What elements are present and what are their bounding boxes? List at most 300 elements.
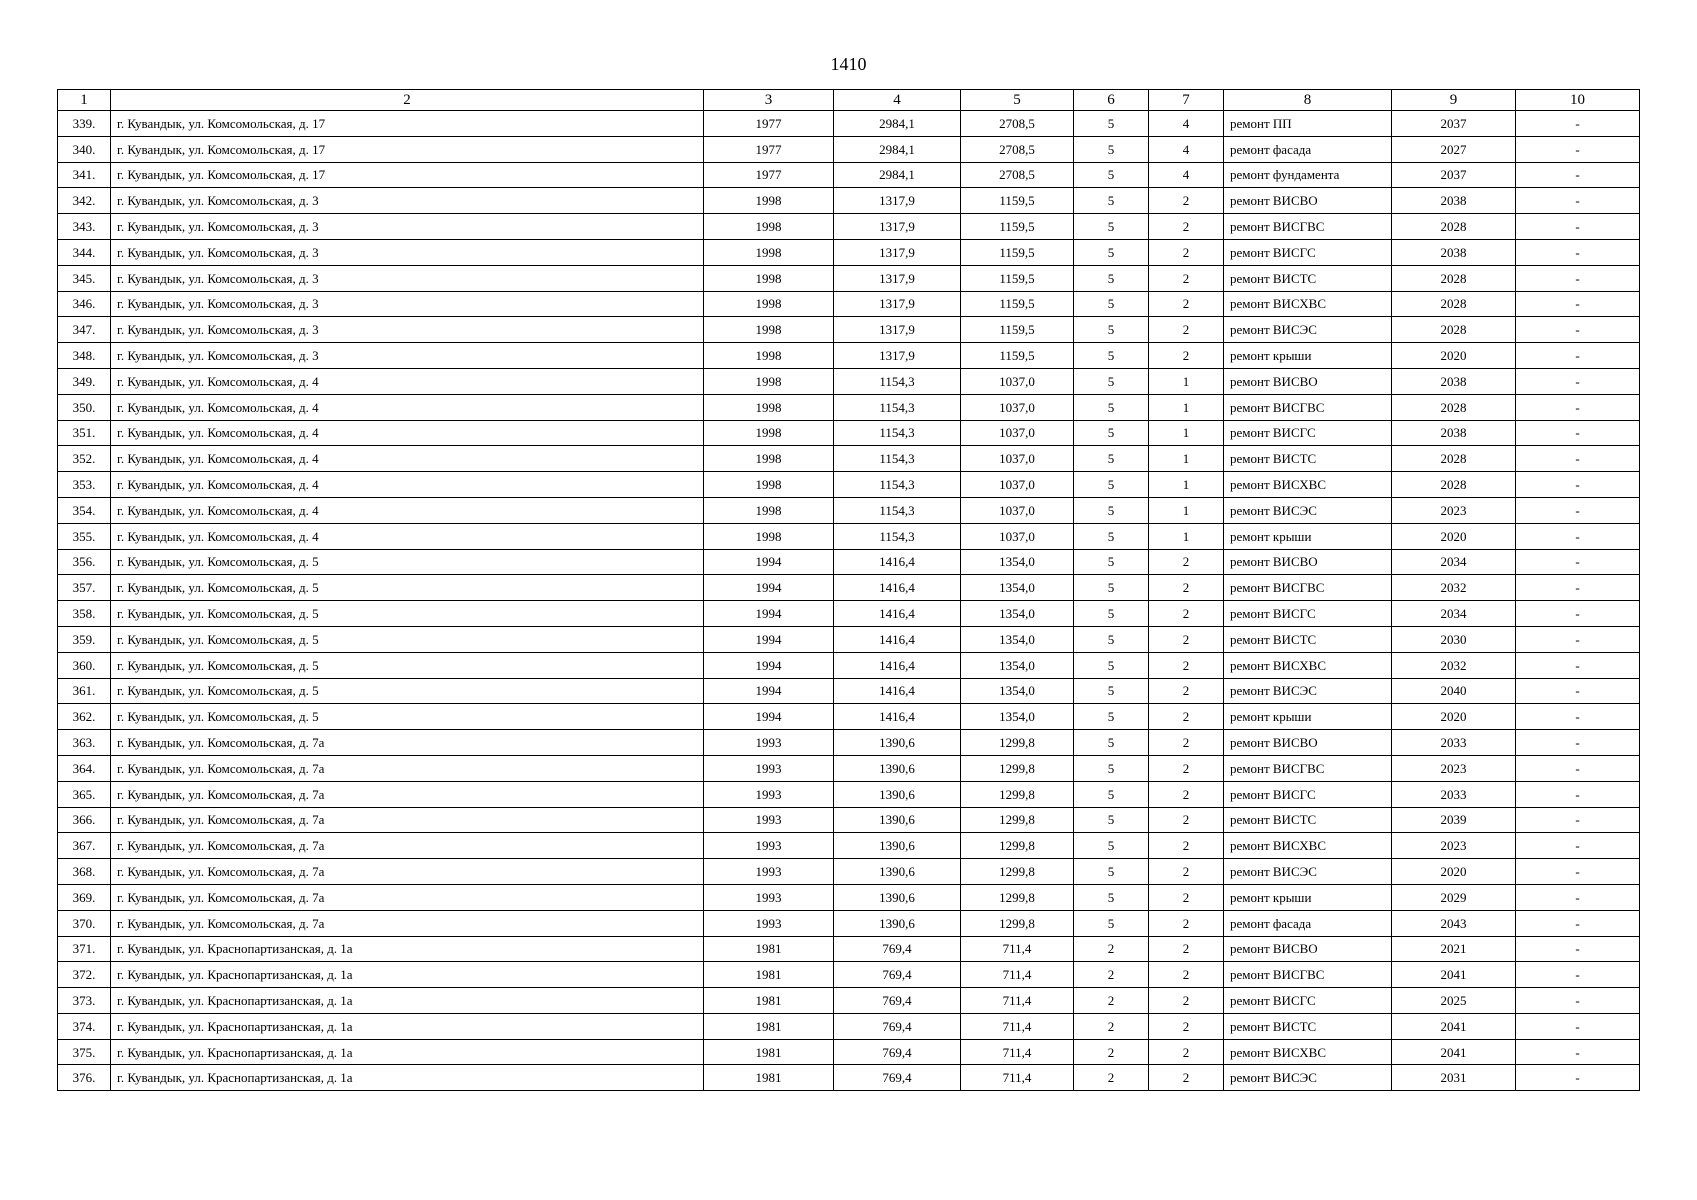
cell-entrances: 2: [1149, 781, 1224, 807]
cell-living-area: 1354,0: [961, 575, 1074, 601]
cell-extra: -: [1516, 394, 1640, 420]
cell-floors: 5: [1074, 859, 1149, 885]
cell-entrances: 2: [1149, 962, 1224, 988]
cell-address: г. Кувандык, ул. Комсомольская, д. 7а: [111, 833, 704, 859]
cell-floors: 5: [1074, 626, 1149, 652]
table-header: [58, 90, 1640, 111]
cell-extra: -: [1516, 755, 1640, 781]
cell-living-area: 711,4: [961, 1065, 1074, 1091]
cell-total-area: 769,4: [834, 962, 961, 988]
cell-total-area: 1390,6: [834, 859, 961, 885]
cell-address: г. Кувандык, ул. Комсомольская, д. 4: [111, 472, 704, 498]
cell-extra: -: [1516, 678, 1640, 704]
cell-row-number: 363.: [58, 730, 111, 756]
cell-row-number: 371.: [58, 936, 111, 962]
cell-year-built: 1977: [704, 162, 834, 188]
cell-work-type: ремонт ВИСГС: [1224, 988, 1392, 1014]
cell-work-type: ремонт крыши: [1224, 704, 1392, 730]
cell-floors: 5: [1074, 755, 1149, 781]
cell-work-type: ремонт ВИСТС: [1224, 265, 1392, 291]
cell-address: г. Кувандык, ул. Краснопартизанская, д. 1а: [111, 962, 704, 988]
cell-planned-year: 2038: [1392, 188, 1516, 214]
cell-year-built: 1981: [704, 1039, 834, 1065]
cell-work-type: ремонт ВИСХВС: [1224, 1039, 1392, 1065]
cell-living-area: 2708,5: [961, 162, 1074, 188]
cell-living-area: 1037,0: [961, 446, 1074, 472]
table-row: [58, 343, 1640, 369]
cell-total-area: 1390,6: [834, 910, 961, 936]
cell-work-type: ремонт ВИСГС: [1224, 239, 1392, 265]
cell-floors: 5: [1074, 807, 1149, 833]
cell-living-area: 1354,0: [961, 626, 1074, 652]
cell-floors: 5: [1074, 291, 1149, 317]
cell-work-type: ремонт крыши: [1224, 884, 1392, 910]
cell-planned-year: 2020: [1392, 859, 1516, 885]
cell-living-area: 2708,5: [961, 136, 1074, 162]
table-row: [58, 497, 1640, 523]
cell-living-area: 1354,0: [961, 601, 1074, 627]
cell-floors: 5: [1074, 523, 1149, 549]
cell-planned-year: 2020: [1392, 704, 1516, 730]
cell-total-area: 1154,3: [834, 523, 961, 549]
cell-year-built: 1998: [704, 420, 834, 446]
cell-planned-year: 2038: [1392, 420, 1516, 446]
cell-work-type: ремонт крыши: [1224, 343, 1392, 369]
cell-living-area: 2708,5: [961, 111, 1074, 137]
cell-total-area: 769,4: [834, 1039, 961, 1065]
cell-year-built: 1977: [704, 111, 834, 137]
cell-entrances: 1: [1149, 446, 1224, 472]
cell-work-type: ремонт ВИСВО: [1224, 368, 1392, 394]
cell-year-built: 1998: [704, 265, 834, 291]
table-row: [58, 136, 1640, 162]
cell-floors: 5: [1074, 265, 1149, 291]
cell-entrances: 1: [1149, 497, 1224, 523]
cell-total-area: 1154,3: [834, 497, 961, 523]
cell-year-built: 1994: [704, 652, 834, 678]
cell-entrances: 1: [1149, 523, 1224, 549]
cell-row-number: 347.: [58, 317, 111, 343]
cell-planned-year: 2025: [1392, 988, 1516, 1014]
cell-address: г. Кувандык, ул. Комсомольская, д. 3: [111, 291, 704, 317]
cell-extra: -: [1516, 910, 1640, 936]
cell-planned-year: 2023: [1392, 497, 1516, 523]
cell-floors: 5: [1074, 111, 1149, 137]
cell-year-built: 1994: [704, 626, 834, 652]
cell-extra: -: [1516, 472, 1640, 498]
cell-address: г. Кувандык, ул. Комсомольская, д. 3: [111, 214, 704, 240]
cell-address: г. Кувандык, ул. Комсомольская, д. 4: [111, 394, 704, 420]
cell-address: г. Кувандык, ул. Комсомольская, д. 4: [111, 497, 704, 523]
cell-floors: 5: [1074, 214, 1149, 240]
cell-address: г. Кувандык, ул. Комсомольская, д. 5: [111, 652, 704, 678]
cell-entrances: 2: [1149, 601, 1224, 627]
cell-row-number: 362.: [58, 704, 111, 730]
cell-address: г. Кувандык, ул. Комсомольская, д. 5: [111, 678, 704, 704]
cell-year-built: 1998: [704, 497, 834, 523]
column-header-4: 4: [834, 90, 961, 111]
cell-living-area: 1354,0: [961, 652, 1074, 678]
cell-living-area: 1354,0: [961, 678, 1074, 704]
cell-entrances: 2: [1149, 1039, 1224, 1065]
cell-address: г. Кувандык, ул. Комсомольская, д. 17: [111, 136, 704, 162]
cell-floors: 5: [1074, 601, 1149, 627]
cell-address: г. Кувандык, ул. Комсомольская, д. 7а: [111, 884, 704, 910]
cell-entrances: 2: [1149, 988, 1224, 1014]
cell-work-type: ремонт ВИСГВС: [1224, 214, 1392, 240]
cell-extra: -: [1516, 730, 1640, 756]
cell-extra: -: [1516, 1013, 1640, 1039]
cell-planned-year: 2038: [1392, 239, 1516, 265]
cell-planned-year: 2037: [1392, 162, 1516, 188]
cell-planned-year: 2030: [1392, 626, 1516, 652]
cell-floors: 5: [1074, 188, 1149, 214]
cell-living-area: 1037,0: [961, 420, 1074, 446]
cell-total-area: 1317,9: [834, 265, 961, 291]
cell-entrances: 2: [1149, 884, 1224, 910]
cell-year-built: 1993: [704, 755, 834, 781]
cell-total-area: 1416,4: [834, 575, 961, 601]
cell-floors: 5: [1074, 136, 1149, 162]
cell-total-area: 769,4: [834, 936, 961, 962]
cell-entrances: 1: [1149, 472, 1224, 498]
cell-entrances: 2: [1149, 678, 1224, 704]
cell-year-built: 1998: [704, 523, 834, 549]
cell-planned-year: 2034: [1392, 601, 1516, 627]
cell-work-type: ремонт ВИСХВС: [1224, 652, 1392, 678]
cell-planned-year: 2023: [1392, 833, 1516, 859]
cell-living-area: 1299,8: [961, 884, 1074, 910]
cell-floors: 5: [1074, 420, 1149, 446]
table-row: [58, 575, 1640, 601]
cell-address: г. Кувандык, ул. Краснопартизанская, д. 1а: [111, 1013, 704, 1039]
cell-work-type: ремонт ВИСТС: [1224, 807, 1392, 833]
cell-address: г. Кувандык, ул. Комсомольская, д. 3: [111, 343, 704, 369]
cell-extra: -: [1516, 833, 1640, 859]
cell-row-number: 356.: [58, 549, 111, 575]
cell-year-built: 1993: [704, 910, 834, 936]
cell-address: г. Кувандык, ул. Комсомольская, д. 7а: [111, 910, 704, 936]
table-row: [58, 601, 1640, 627]
cell-entrances: 2: [1149, 730, 1224, 756]
table-row: [58, 317, 1640, 343]
cell-work-type: ремонт ВИСВО: [1224, 549, 1392, 575]
table-row: [58, 1039, 1640, 1065]
table-row: [58, 884, 1640, 910]
cell-extra: -: [1516, 239, 1640, 265]
column-header-6: 6: [1074, 90, 1149, 111]
cell-entrances: 2: [1149, 265, 1224, 291]
cell-entrances: 2: [1149, 1013, 1224, 1039]
cell-living-area: 711,4: [961, 988, 1074, 1014]
cell-extra: -: [1516, 291, 1640, 317]
table-row: [58, 962, 1640, 988]
cell-living-area: 1354,0: [961, 704, 1074, 730]
cell-year-built: 1998: [704, 214, 834, 240]
header-row: [58, 90, 1640, 111]
cell-row-number: 354.: [58, 497, 111, 523]
table-row: [58, 420, 1640, 446]
cell-row-number: 368.: [58, 859, 111, 885]
cell-total-area: 2984,1: [834, 111, 961, 137]
cell-living-area: 1299,8: [961, 781, 1074, 807]
cell-total-area: 1390,6: [834, 781, 961, 807]
cell-floors: 2: [1074, 1065, 1149, 1091]
cell-year-built: 1998: [704, 394, 834, 420]
cell-address: г. Кувандык, ул. Комсомольская, д. 3: [111, 188, 704, 214]
cell-year-built: 1998: [704, 446, 834, 472]
cell-total-area: 1154,3: [834, 394, 961, 420]
cell-address: г. Кувандык, ул. Комсомольская, д. 4: [111, 446, 704, 472]
cell-work-type: ремонт ВИСХВС: [1224, 291, 1392, 317]
table-row: [58, 730, 1640, 756]
cell-entrances: 2: [1149, 214, 1224, 240]
cell-entrances: 2: [1149, 575, 1224, 601]
cell-row-number: 344.: [58, 239, 111, 265]
cell-year-built: 1977: [704, 136, 834, 162]
cell-work-type: ремонт ВИСЭС: [1224, 317, 1392, 343]
cell-row-number: 340.: [58, 136, 111, 162]
cell-total-area: 1416,4: [834, 601, 961, 627]
cell-row-number: 376.: [58, 1065, 111, 1091]
column-header-2: 2: [111, 90, 704, 111]
cell-work-type: ремонт ВИСВО: [1224, 188, 1392, 214]
cell-year-built: 1994: [704, 549, 834, 575]
cell-row-number: 357.: [58, 575, 111, 601]
cell-planned-year: 2038: [1392, 368, 1516, 394]
cell-floors: 5: [1074, 549, 1149, 575]
cell-extra: -: [1516, 497, 1640, 523]
cell-floors: 5: [1074, 575, 1149, 601]
cell-planned-year: 2032: [1392, 652, 1516, 678]
cell-entrances: 1: [1149, 420, 1224, 446]
cell-living-area: 1299,8: [961, 755, 1074, 781]
cell-work-type: ремонт фасада: [1224, 136, 1392, 162]
cell-entrances: 2: [1149, 1065, 1224, 1091]
cell-planned-year: 2028: [1392, 317, 1516, 343]
cell-extra: -: [1516, 523, 1640, 549]
cell-address: г. Кувандык, ул. Комсомольская, д. 7а: [111, 730, 704, 756]
cell-living-area: 1159,5: [961, 317, 1074, 343]
cell-address: г. Кувандык, ул. Комсомольская, д. 5: [111, 626, 704, 652]
cell-work-type: ремонт фасада: [1224, 910, 1392, 936]
cell-floors: 5: [1074, 730, 1149, 756]
cell-work-type: ремонт фундамента: [1224, 162, 1392, 188]
cell-planned-year: 2041: [1392, 962, 1516, 988]
cell-total-area: 1390,6: [834, 807, 961, 833]
cell-total-area: 1416,4: [834, 626, 961, 652]
table-row: [58, 214, 1640, 240]
cell-living-area: 1159,5: [961, 291, 1074, 317]
cell-entrances: 2: [1149, 626, 1224, 652]
cell-total-area: 1416,4: [834, 652, 961, 678]
cell-year-built: 1993: [704, 884, 834, 910]
table-row: [58, 1013, 1640, 1039]
cell-entrances: 2: [1149, 343, 1224, 369]
table-body: [58, 111, 1640, 1091]
cell-address: г. Кувандык, ул. Комсомольская, д. 5: [111, 704, 704, 730]
cell-address: г. Кувандык, ул. Комсомольская, д. 4: [111, 523, 704, 549]
cell-living-area: 711,4: [961, 936, 1074, 962]
cell-extra: -: [1516, 549, 1640, 575]
cell-total-area: 1317,9: [834, 317, 961, 343]
cell-living-area: 1037,0: [961, 394, 1074, 420]
cell-entrances: 2: [1149, 755, 1224, 781]
column-header-5: 5: [961, 90, 1074, 111]
cell-extra: -: [1516, 265, 1640, 291]
cell-total-area: 2984,1: [834, 136, 961, 162]
cell-work-type: ремонт крыши: [1224, 523, 1392, 549]
cell-entrances: 4: [1149, 136, 1224, 162]
cell-row-number: 361.: [58, 678, 111, 704]
cell-extra: -: [1516, 214, 1640, 240]
cell-extra: -: [1516, 859, 1640, 885]
cell-living-area: 1159,5: [961, 188, 1074, 214]
cell-living-area: 1299,8: [961, 807, 1074, 833]
cell-extra: -: [1516, 1065, 1640, 1091]
cell-planned-year: 2032: [1392, 575, 1516, 601]
cell-extra: -: [1516, 652, 1640, 678]
cell-extra: -: [1516, 936, 1640, 962]
cell-total-area: 1390,6: [834, 755, 961, 781]
cell-row-number: 346.: [58, 291, 111, 317]
repair-schedule-table-container: [57, 89, 1639, 1091]
cell-address: г. Кувандык, ул. Комсомольская, д. 7а: [111, 781, 704, 807]
column-header-8: 8: [1224, 90, 1392, 111]
cell-floors: 5: [1074, 162, 1149, 188]
cell-entrances: 4: [1149, 162, 1224, 188]
cell-extra: -: [1516, 188, 1640, 214]
cell-entrances: 2: [1149, 910, 1224, 936]
table-row: [58, 162, 1640, 188]
cell-extra: -: [1516, 111, 1640, 137]
cell-work-type: ремонт ВИСТС: [1224, 446, 1392, 472]
cell-row-number: 350.: [58, 394, 111, 420]
cell-total-area: 769,4: [834, 988, 961, 1014]
cell-floors: 5: [1074, 343, 1149, 369]
cell-entrances: 1: [1149, 368, 1224, 394]
cell-extra: -: [1516, 162, 1640, 188]
cell-year-built: 1993: [704, 807, 834, 833]
cell-year-built: 1994: [704, 575, 834, 601]
cell-living-area: 1354,0: [961, 549, 1074, 575]
table-row: [58, 807, 1640, 833]
cell-extra: -: [1516, 807, 1640, 833]
cell-year-built: 1993: [704, 781, 834, 807]
cell-row-number: 339.: [58, 111, 111, 137]
cell-year-built: 1993: [704, 833, 834, 859]
column-header-10: 10: [1516, 90, 1640, 111]
cell-entrances: 4: [1149, 111, 1224, 137]
cell-address: г. Кувандык, ул. Комсомольская, д. 4: [111, 420, 704, 446]
cell-living-area: 1299,8: [961, 833, 1074, 859]
table-row: [58, 678, 1640, 704]
cell-planned-year: 2037: [1392, 111, 1516, 137]
cell-work-type: ремонт ВИСВО: [1224, 730, 1392, 756]
cell-floors: 5: [1074, 317, 1149, 343]
table-row: [58, 523, 1640, 549]
cell-entrances: 2: [1149, 239, 1224, 265]
cell-living-area: 1037,0: [961, 523, 1074, 549]
cell-planned-year: 2041: [1392, 1013, 1516, 1039]
cell-floors: 5: [1074, 704, 1149, 730]
cell-floors: 5: [1074, 910, 1149, 936]
cell-planned-year: 2043: [1392, 910, 1516, 936]
cell-floors: 2: [1074, 962, 1149, 988]
cell-total-area: 1154,3: [834, 446, 961, 472]
table-row: [58, 652, 1640, 678]
cell-floors: 5: [1074, 781, 1149, 807]
cell-work-type: ремонт ВИСХВС: [1224, 472, 1392, 498]
cell-row-number: 370.: [58, 910, 111, 936]
cell-row-number: 374.: [58, 1013, 111, 1039]
cell-floors: 5: [1074, 833, 1149, 859]
cell-extra: -: [1516, 368, 1640, 394]
cell-planned-year: 2034: [1392, 549, 1516, 575]
cell-total-area: 1390,6: [834, 730, 961, 756]
cell-row-number: 365.: [58, 781, 111, 807]
cell-floors: 5: [1074, 472, 1149, 498]
cell-row-number: 343.: [58, 214, 111, 240]
cell-total-area: 1154,3: [834, 368, 961, 394]
cell-work-type: ремонт ВИСГС: [1224, 781, 1392, 807]
cell-year-built: 1998: [704, 239, 834, 265]
cell-extra: -: [1516, 704, 1640, 730]
cell-extra: -: [1516, 988, 1640, 1014]
cell-extra: -: [1516, 884, 1640, 910]
cell-year-built: 1993: [704, 859, 834, 885]
cell-extra: -: [1516, 420, 1640, 446]
table-row: [58, 239, 1640, 265]
cell-total-area: 1390,6: [834, 833, 961, 859]
cell-total-area: 1416,4: [834, 704, 961, 730]
cell-row-number: 345.: [58, 265, 111, 291]
cell-floors: 5: [1074, 652, 1149, 678]
table-row: [58, 755, 1640, 781]
cell-floors: 2: [1074, 988, 1149, 1014]
cell-row-number: 373.: [58, 988, 111, 1014]
cell-work-type: ремонт ВИСГВС: [1224, 755, 1392, 781]
table-row: [58, 833, 1640, 859]
cell-planned-year: 2028: [1392, 291, 1516, 317]
cell-year-built: 1998: [704, 188, 834, 214]
cell-living-area: 1159,5: [961, 214, 1074, 240]
cell-entrances: 1: [1149, 394, 1224, 420]
cell-extra: -: [1516, 781, 1640, 807]
cell-extra: -: [1516, 601, 1640, 627]
cell-work-type: ремонт ВИСЭС: [1224, 497, 1392, 523]
table-row: [58, 936, 1640, 962]
cell-living-area: 711,4: [961, 1039, 1074, 1065]
cell-year-built: 1998: [704, 472, 834, 498]
cell-floors: 5: [1074, 394, 1149, 420]
cell-address: г. Кувандык, ул. Краснопартизанская, д. 1а: [111, 1065, 704, 1091]
cell-entrances: 2: [1149, 291, 1224, 317]
cell-work-type: ремонт ВИСГВС: [1224, 575, 1392, 601]
cell-living-area: 1299,8: [961, 859, 1074, 885]
cell-entrances: 2: [1149, 549, 1224, 575]
cell-work-type: ремонт ВИСТС: [1224, 1013, 1392, 1039]
cell-living-area: 1159,5: [961, 343, 1074, 369]
cell-work-type: ремонт ВИСГС: [1224, 420, 1392, 446]
cell-living-area: 1159,5: [961, 265, 1074, 291]
cell-floors: 5: [1074, 497, 1149, 523]
cell-address: г. Кувандык, ул. Комсомольская, д. 3: [111, 265, 704, 291]
cell-total-area: 1317,9: [834, 291, 961, 317]
cell-entrances: 2: [1149, 936, 1224, 962]
cell-year-built: 1981: [704, 1013, 834, 1039]
table-row: [58, 446, 1640, 472]
